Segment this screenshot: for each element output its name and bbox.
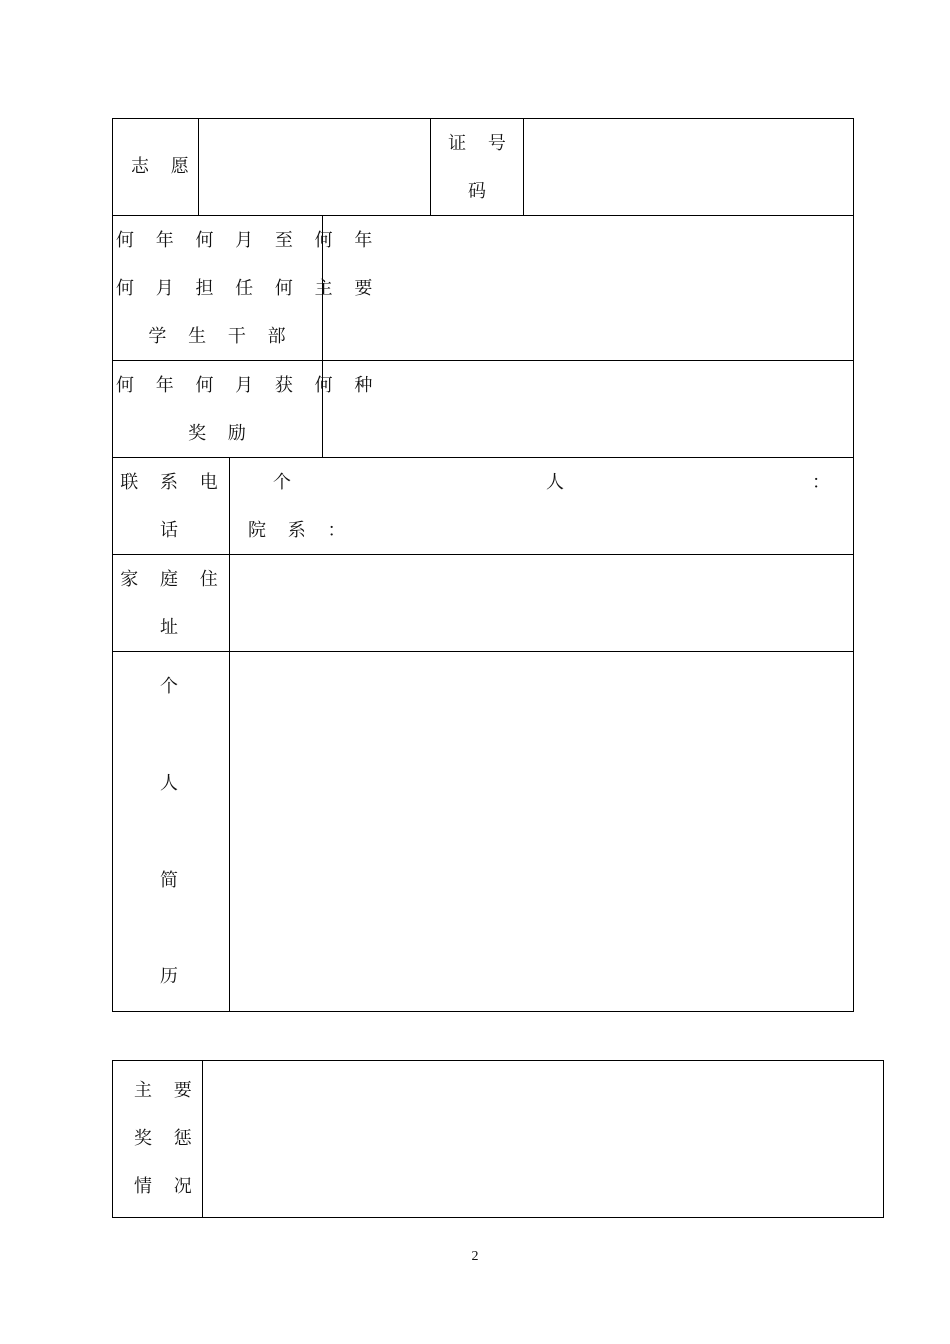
col-divider (202, 1060, 203, 1218)
personal-phone-label-part2: 人 (546, 472, 572, 493)
row-divider (112, 360, 854, 361)
address-label-line2: 址 (160, 617, 186, 638)
id-number-value-field[interactable] (525, 120, 851, 214)
resume-label-char-3: 简 (160, 870, 186, 891)
rewards-label-line2: 奖 惩 (134, 1128, 200, 1149)
page-number: 2 (471, 1249, 479, 1264)
phone-label-line2: 话 (160, 520, 186, 541)
row-divider (112, 554, 854, 555)
row-divider (112, 215, 854, 216)
cadre-label-line3: 学 生 干 部 (148, 326, 294, 347)
cadre-label-line2: 何 月 担 任 何 主 要 (116, 278, 381, 299)
volunteer-label: 志 愿 (131, 156, 197, 177)
personal-phone-label-part1: 个 (273, 472, 299, 493)
personal-phone-colon: ： (812, 472, 838, 493)
address-value-field[interactable] (231, 556, 851, 649)
resume-label-char-2: 人 (160, 773, 186, 794)
award-label-line2: 奖 励 (188, 423, 254, 444)
rewards-label-line3: 情 况 (134, 1176, 200, 1197)
award-value-field[interactable] (324, 362, 851, 455)
department-phone-label: 院 系 ： (248, 520, 354, 541)
id-number-label-line2: 码 (468, 181, 494, 202)
id-number-label-line1: 证 号 (448, 133, 514, 154)
resume-label-char-4: 历 (160, 966, 186, 987)
rewards-label-line1: 主 要 (134, 1080, 200, 1101)
award-label-line1: 何 年 何 月 获 何 种 (116, 375, 381, 396)
rewards-value-field[interactable] (204, 1062, 882, 1216)
row-divider (112, 651, 854, 652)
cadre-value-field[interactable] (324, 217, 851, 358)
resume-label-char-1: 个 (160, 676, 186, 697)
cadre-label-line1: 何 年 何 月 至 何 年 (116, 230, 381, 251)
row-divider (112, 457, 854, 458)
col-divider (198, 118, 199, 216)
resume-value-field[interactable] (231, 653, 851, 1010)
phone-label-line1: 联 系 电 (120, 472, 226, 493)
volunteer-value-field[interactable] (200, 122, 428, 212)
address-label-line1: 家 庭 住 (120, 569, 226, 590)
